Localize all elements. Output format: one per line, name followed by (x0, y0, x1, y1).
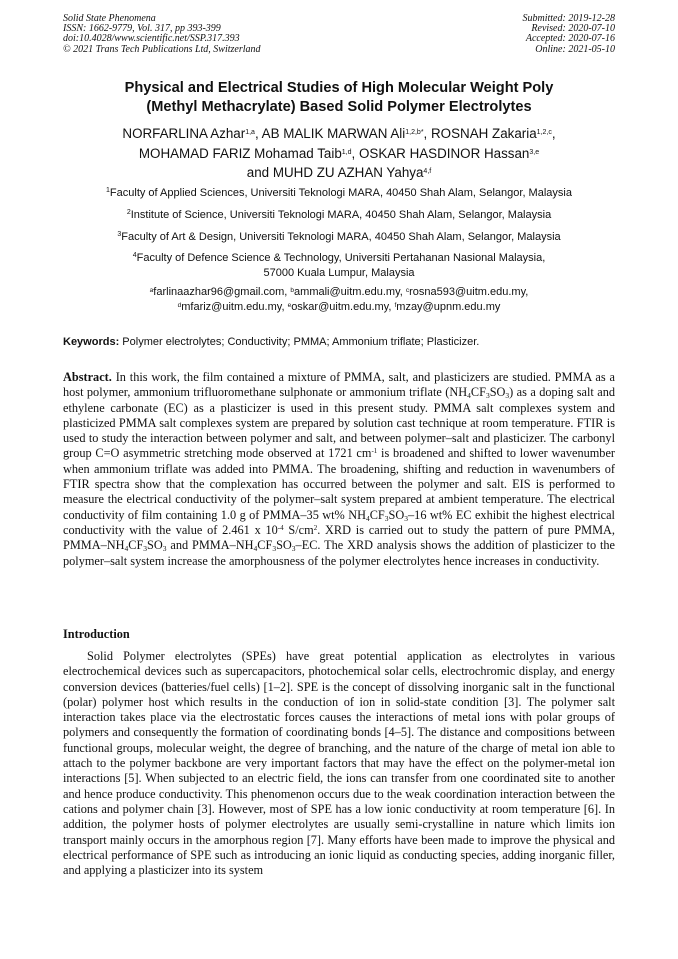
submission-dates (523, 14, 616, 55)
abstract-text: SO (388, 507, 405, 522)
author-name: MOHAMAD FARIZ Mohamad Taib (138, 145, 342, 161)
author-name: ROSNAH Zakaria (431, 126, 537, 141)
subscript: 3 (291, 544, 296, 554)
subscript: 3 (143, 544, 148, 554)
email-block (20, 285, 658, 315)
subscript: 4 (253, 544, 258, 554)
section-heading-introduction: Introduction (63, 627, 130, 641)
author-sup: 1,2,b* (405, 129, 424, 136)
email-link[interactable]: mfariz@uitm.edu.my, (181, 301, 288, 313)
abstract (63, 370, 615, 569)
abstract-label: Abstract. (63, 370, 112, 384)
journal-doi: doi:10.4028/www.scientific.net/SSP.317.393 (63, 33, 240, 45)
subscript: 3 (162, 544, 167, 554)
email-link[interactable]: mzay@upnm.edu.my (396, 301, 501, 313)
author-line-2: MOHAMAD FARIZ Mohamad Taib$^{1,d}$, OSKAR HASDINOR Hassan$^{3,e}$ (138, 145, 540, 161)
keywords-text: Polymer electrolytes; Conductivity; PMMA; Ammonium triflate; Plasticizer. (119, 336, 480, 348)
subscript: 3 (404, 513, 409, 523)
introduction-paragraph: Solid Polymer electrolytes (SPEs) have great potential application as electrolytes in various electrochemical devices such as supercapacitors, photochemical solar cells, electrochromic display, and energy conversion devices (batteries/fuel cells) [1–2]. SPE is the concept of dissolving inorganic salt in the functional (polar) polymer host which results in the conduction of ion in solid-state condition [3]. The polymer salt interaction takes place via the electrostatic forces causes the interactions of metal ions with polar groups of polymers and consequently the formation of coordinating bonds [4–5]. The distance and compositions between functional groups, molecular weight, the degree of branching, and the nature of the charge of metal ion able to attach to the polymer backbone are very important factors that may have the effect on the polymer-metal ion interactions [5]. When subjected to an electric field, the ions can transfer from one coordinated site to another and hence produce conductivity. This phenomenon occurs due to the weak coordination interaction between the cations and polymer chain [3]. However, most of SPE has a low ionic conductivity at room temperature [6]. In addition, the polymer hosts of polymer electrolytes are usually semi-crystalline in nature which limits ion transport mainly occurs in the amorphous region [7]. Many efforts have been made to improve the physical and electrical performance of SPE such as introducing an ionic liquid as conducting species, adding inorganic filler, and applying a plasticizer into its system (63, 649, 615, 878)
author-name: NORFARLINA Azhar (122, 126, 246, 141)
abstract-text: ) as a doping salt and ethylene carbonate (EC) as a plasticizer is used in this present study. PMMA salt complexes system and plasticized PMMA salt complexes system are prepared by solution cast technique at room temperature. FTIR is used to study the interaction between polymer and salt, and between polymer–salt and plasticizer. The carbonyl group C=O asymmetric stretching mode observed at 1721 cm (63, 385, 615, 461)
affiliation-4 (20, 251, 658, 281)
email-sup: f (394, 302, 397, 309)
author-line-3 (30, 163, 648, 183)
affiliation-text: Faculty of Defence Science & Technology, Universiti Pertahanan Nasional Malaysia, (136, 252, 546, 264)
title-line-2: (Methyl Methacrylate) Based Solid Polymer Electrolytes (146, 99, 532, 115)
affiliation-3 (20, 230, 658, 245)
subscript: 4 (124, 544, 129, 554)
affiliation-text: Faculty of Applied Sciences, Universiti Teknologi MARA, 40450 Shah Alam, Selangor, Malaysia (109, 187, 572, 199)
subscript: 4 (467, 391, 471, 401)
author-sup: 1,d (341, 148, 352, 156)
affiliation-text: Institute of Science, Universiti Teknologi MARA, 40450 Shah Alam, Selangor, Malaysia (130, 209, 552, 221)
date-accepted: Accepted: 2020-07-16 (525, 33, 615, 45)
author-sup: 1,a (245, 129, 255, 136)
affiliation-2 (20, 208, 658, 223)
superscript: 2 (313, 523, 318, 532)
affiliation-sup: 3 (117, 231, 122, 238)
email-link[interactable]: rosna593@uitm.edu.my, (409, 286, 529, 298)
email-link[interactable]: ammali@uitm.edu.my, (294, 286, 406, 298)
affiliation-text: 57000 Kuala Lumpur, Malaysia (263, 267, 415, 279)
abstract-text: SO (489, 385, 506, 400)
affiliation-text: Faculty of Art & Design, Universiti Teknologi MARA, 40450 Shah Alam, Selangor, Malaysia (121, 231, 561, 243)
abstract-text: CF (128, 538, 144, 553)
superscript: -1 (371, 447, 378, 456)
paper-title (40, 79, 638, 117)
email-sup: e (287, 302, 292, 309)
email-sup: b (290, 287, 295, 294)
author-conjunction: and (246, 165, 270, 180)
date-submitted: Submitted: 2019-12-28 (522, 13, 615, 24)
email-sup: a (149, 287, 154, 294)
email-link[interactable]: farlinaazhar96@gmail.com, (153, 286, 291, 298)
subscript: 3 (485, 391, 490, 401)
title-line-1: Physical and Electrical Studies of High Molecular Weight Poly (124, 80, 554, 96)
date-revised: Revised: 2020-07-10 (531, 23, 615, 35)
author-list (30, 124, 648, 183)
author-sup: 3,e (529, 148, 540, 156)
subscript: 3 (384, 513, 389, 523)
abstract-text: CF (470, 385, 486, 400)
email-link[interactable]: oskar@uitm.edu.my, (291, 301, 395, 313)
journal-info (63, 14, 261, 55)
keywords (63, 335, 623, 349)
affiliation-sup: 2 (126, 209, 131, 216)
abstract-text: SO (276, 538, 292, 553)
abstract-text: SO (147, 538, 163, 553)
abstract-text: CF (257, 538, 273, 553)
affiliation-sup: 1 (106, 187, 110, 194)
author-line-1: NORFARLINA Azhar$^{1,a}$, AB MALIK MARWAN Ali$^{1,2,b*}$, ROSNAH Zakaria$^{1,2,c}$, (122, 126, 556, 141)
keywords-label: Keywords: (63, 336, 120, 348)
affiliation-1 (20, 186, 658, 201)
abstract-text: –16 wt% EC exhibit the highest electrical conductivity with the value of 2.461 x 10 (63, 507, 615, 537)
journal-copyright: © 2021 Trans Tech Publications Ltd, Switzerland (63, 43, 261, 55)
author-name: AB MALIK MARWAN Ali (261, 126, 406, 141)
abstract-text: CF (369, 507, 385, 522)
abstract-text: –EC. The XRD analysis shows the addition of plasticizer to the polymer–salt system increase the amorphousness of the polymer electrolytes hence increases in conductivity. (63, 538, 615, 568)
abstract-text: . XRD is carried out to study the pattern of pure PMMA, PMMA–NH (63, 522, 615, 553)
author-sup: 4,f (423, 168, 432, 175)
affiliation-sup: 4 (132, 252, 137, 259)
email-line-2 (20, 300, 658, 315)
superscript: -4 (277, 523, 284, 532)
subscript: 3 (272, 544, 277, 554)
email-sup: d (177, 302, 182, 309)
journal-name: Solid State Phenomena (63, 13, 156, 24)
abstract-text: S/cm (283, 522, 314, 537)
author-name: OSKAR HASDINOR Hassan (358, 145, 530, 161)
author-name: MUHD ZU AZHAN Yahya (272, 165, 424, 180)
subscript: 4 (365, 513, 370, 523)
author-sup: 1,2,c (536, 129, 552, 136)
abstract-text: is broadened and shifted to lower wavenumber when ammonium triflate was added into PMMA. The broadening, shifting and reduction in wavenumbers of FTIR spectra show that the complexation has occurred between the polymer and salt. EIS is performed to measure the electrical conductivity of the polymer–salt system prepared at ambient temperature. The electrical conductivity of film containing 1.0 g of PMMA–35 wt% NH (63, 446, 616, 522)
abstract-text: In this work, the film contained a mixture of PMMA, salt, and plasticizers are studied. PMMA as a host polymer, ammonium trifluoromethane sulphonate or ammonium triflate (NH (63, 370, 615, 400)
email-sup: c (405, 287, 410, 294)
subscript: 3 (505, 391, 510, 401)
abstract-text: and PMMA–NH (166, 538, 254, 553)
journal-issn: ISSN: 1662-9779, Vol. 317, pp 393-399 (63, 23, 221, 35)
email-line-1 (20, 285, 658, 300)
date-online: Online: 2021-05-10 (535, 43, 615, 55)
